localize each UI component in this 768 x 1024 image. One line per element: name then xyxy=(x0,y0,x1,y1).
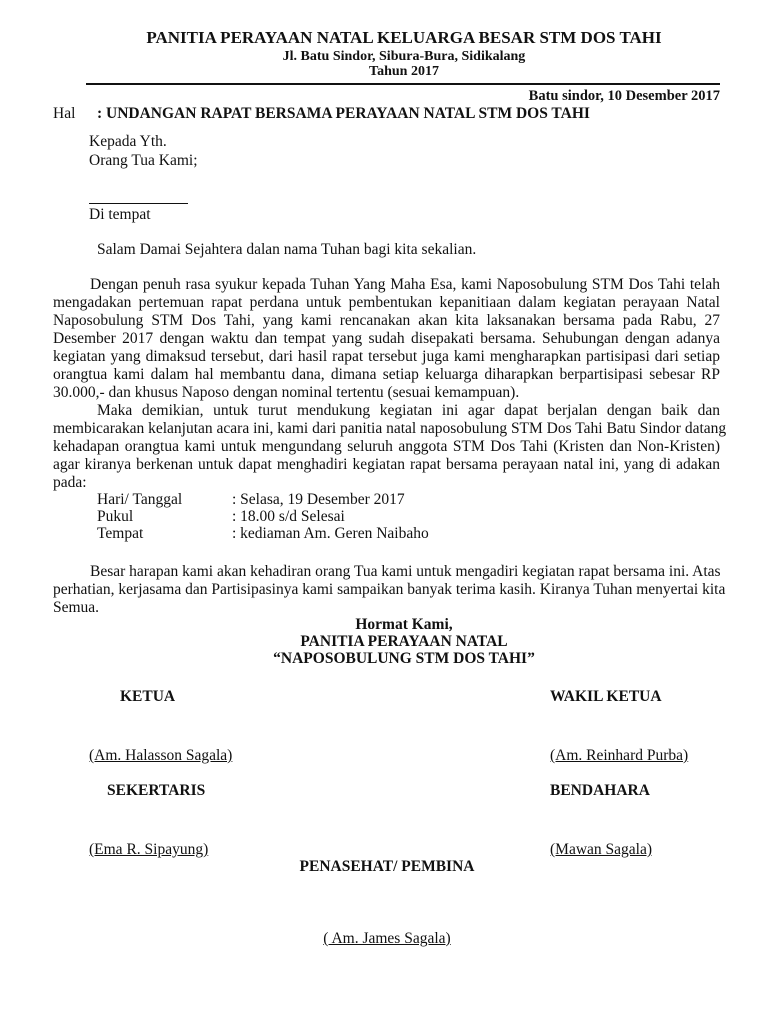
paragraph-2-line: membicarakan kelanjutan acara ini, kami dari panitia natal naposobulung STM Dos Tahi Batu Sindor datang xyxy=(53,420,727,437)
closing-line-2: PANITIA PERAYAAN NATAL xyxy=(300,633,508,650)
recipient-name-blank xyxy=(89,203,188,204)
closing-line-3: “NAPOSOBULUNG STM DOS TAHI” xyxy=(273,650,535,667)
paragraph-1-line: mengadakan pertemuan rapat perdana untuk pembentukan kepanitiaan dalam kegiatan perayaan Natal xyxy=(53,294,720,311)
recipient-line-2: Orang Tua Kami; xyxy=(89,152,198,169)
penasehat-name-text: ( Am. James Sagala) xyxy=(323,930,451,947)
bendahara-title: BENDAHARA xyxy=(550,782,650,799)
letterhead-title: PANITIA PERAYAAN NATAL KELUARGA BESAR STM DOS TAHI xyxy=(146,28,662,47)
closing-line-1: Hormat Kami, xyxy=(355,616,453,633)
detail-value: : Selasa, 19 Desember 2017 xyxy=(232,491,405,508)
detail-label: Pukul xyxy=(97,508,134,525)
subject-label: Hal xyxy=(53,105,76,122)
greeting: Salam Damai Sejahtera dalan nama Tuhan bagi kita sekalian. xyxy=(97,241,477,258)
paragraph-2-line: kehadapan orangtua kami untuk mengundang seluruh anggota STM Dos Tahi (Kristen dan Non-Kristen) xyxy=(53,438,720,455)
paragraph-2-line: agar kiranya berkenan untuk dapat menghadiri kegiatan rapat bersama perayaan natal ini, yang di adakan xyxy=(53,456,720,473)
wakil-ketua-name: (Am. Reinhard Purba) xyxy=(550,747,689,764)
paragraph-2-line: Maka demikian, untuk turut mendukung kegiatan ini agar dapat berjalan dengan baik dan xyxy=(97,402,720,419)
place-date: Batu sindor, 10 Desember 2017 xyxy=(528,88,720,104)
recipient-line-1: Kepada Yth. xyxy=(89,133,167,150)
paragraph-3-line: perhatian, kerjasama dan Partisipasinya kami sampaikan banyak terima kasih. Kiranya Tuhan menyertai kita xyxy=(53,581,726,598)
subject-value: : UNDANGAN RAPAT BERSAMA PERAYAAN NATAL STM DOS TAHI xyxy=(97,105,590,122)
detail-value: : kediaman Am. Geren Naibaho xyxy=(232,525,429,542)
paragraph-1-line: Naposobulung STM Dos Tahi, yang kami rencanakan akan kita laksanakan bersama pada Rabu, 27 xyxy=(53,312,720,329)
paragraph-1-line: 30.000,- dan khusus Naposo dengan nominal tertentu (sesuai kemampuan). xyxy=(53,384,520,401)
paragraph-3-line: Semua. xyxy=(53,599,100,616)
ketua-title: KETUA xyxy=(120,688,176,705)
recipient-line-3: Di tempat xyxy=(89,206,151,223)
letterhead-year: Tahun 2017 xyxy=(369,64,439,79)
paragraph-1-line: Desember 2017 dengan waktu dan tempat yang sudah disepakati bersama. Sehubungan dengan adanya xyxy=(53,330,720,347)
letterhead-divider xyxy=(86,83,720,85)
penasehat-title: PENASEHAT/ PEMBINA xyxy=(299,858,475,875)
paragraph-3-line: Besar harapan kami akan kehadiran orang Tua kami untuk mengadiri kegiatan rapat bersama ini. Atas xyxy=(90,563,721,580)
detail-label: Tempat xyxy=(97,525,144,542)
bendahara-name: (Mawan Sagala) xyxy=(550,841,652,858)
paragraph-1-line: Dengan penuh rasa syukur kepada Tuhan Yang Maha Esa, kami Naposobulung STM Dos Tahi telah xyxy=(90,276,720,293)
sekretaris-title: SEKERTARIS xyxy=(107,782,206,799)
letterhead-address: Jl. Batu Sindor, Sibura-Bura, Sidikalang xyxy=(282,49,526,64)
paragraph-1-line: orangtua kami dalam hal membantu dana, dimana setiap keluarga diharapkan berpartisipasi sebesar RP xyxy=(53,366,720,383)
detail-value: : 18.00 s/d Selesai xyxy=(232,508,345,525)
sekretaris-name: (Ema R. Sipayung) xyxy=(89,841,209,858)
ketua-name: (Am. Halasson Sagala) xyxy=(89,747,233,764)
paragraph-1-line: kegiatan yang dimaksud tersebut, dari hasil rapat tersebut juga kami mengharapkan partisipasi dari setiap xyxy=(53,348,720,365)
paragraph-2-line: pada: xyxy=(53,474,87,491)
wakil-ketua-title: WAKIL KETUA xyxy=(550,688,662,705)
detail-label: Hari/ Tanggal xyxy=(97,491,183,508)
penasehat-name xyxy=(0,930,768,948)
